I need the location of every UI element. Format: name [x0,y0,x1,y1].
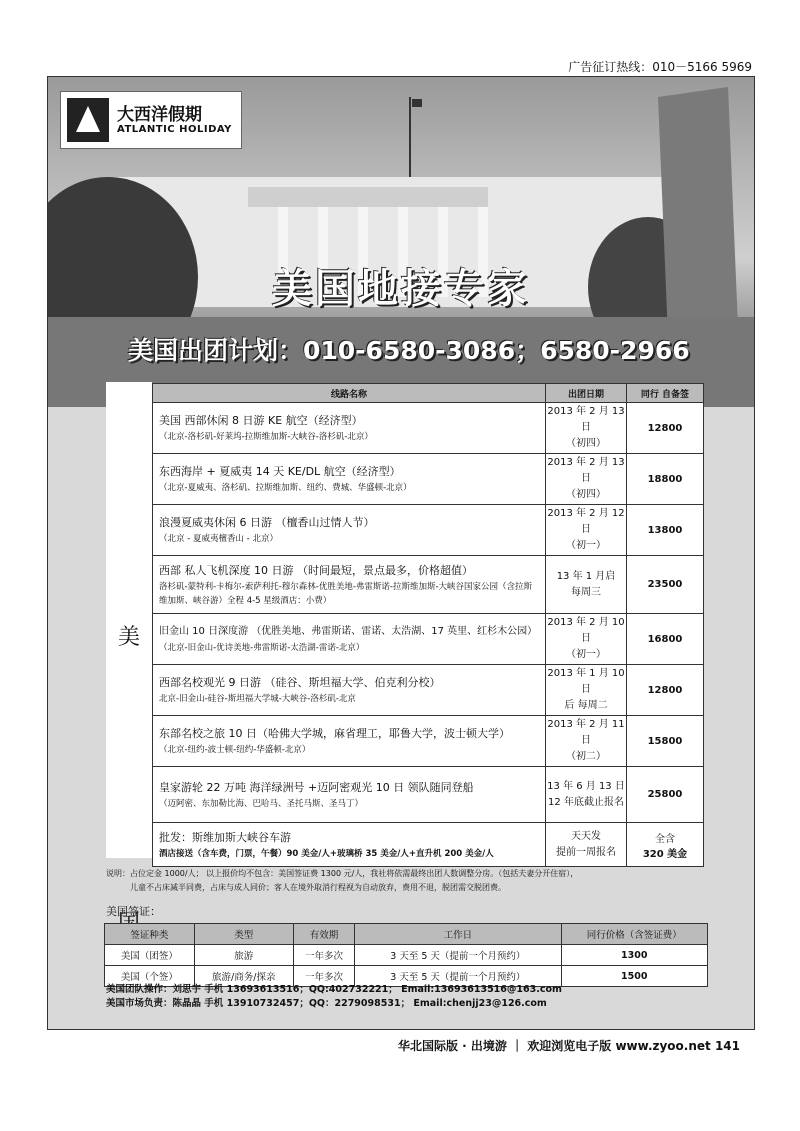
visa-price: 1300 [561,945,707,966]
visa-validity: 一年多次 [293,966,354,987]
plan-phone: 美国出团计划：010-6580-3086；6580-2966 [128,336,690,365]
contacts [106,983,562,1011]
route-price: 18800 [627,454,704,505]
route-date-note: 后 每周二 [564,700,608,711]
table-row [153,767,704,823]
visa-col-type: 类型 [194,924,293,945]
route-price: 全含 [655,833,675,845]
route-date: 13 年 1 月启 [556,570,616,582]
table-row [153,614,704,665]
route-detail: （迈阿密、东加勒比海、巴哈马、圣托马斯、圣马丁） [159,798,364,809]
route-price: 15800 [627,716,704,767]
contact-line: 美国团队操作：刘思宇 手机 13693613516；QQ:402732221； Email:13693613516@163.com [106,984,562,995]
table-row [153,665,704,716]
table-row [153,556,704,614]
route-name: 西部名校观光 9 日游 （硅谷、斯坦福大学、伯克利分校） [159,676,441,689]
visa-kind: 美国（团签） [105,945,195,966]
routes-header [153,384,704,403]
col-date: 出团日期 [546,384,627,403]
route-price-2: 320 美金 [642,848,688,860]
route-price: 16800 [627,614,704,665]
route-date-note: （初四） [566,489,606,500]
visa-type: 旅游/商务/探亲 [194,966,293,987]
table-row [105,945,708,966]
logo-cn: 大西洋假期 [117,105,202,125]
logo-en: ATLANTIC HOLIDAY [117,124,232,135]
route-detail: 洛杉矶-蒙特利-卡梅尔-索萨利托-穆尔森林-优胜美地-弗雷斯诺-拉斯维加斯-大峡谷国家公园（含拉斯维加斯、峡谷游）全程 4-5 星级酒店：小费） [159,581,533,606]
visa-col-validity: 有效期 [293,924,354,945]
route-name: 皇家游轮 22 万吨 海洋绿洲号 +迈阿密观光 10 日 领队随同登船 [159,780,474,794]
logo-a-icon [67,98,109,142]
headline: 美国地接专家 [272,266,530,312]
visa-title: 美国签证： [106,905,161,918]
region-label [106,382,152,858]
route-date: 2013 年 2 月 10 日 [547,617,625,644]
route-date-note: （初一） [566,540,606,551]
route-detail: 酒店接送（含车费，门票，午餐）90 美金/人+玻璃桥 35 美金/人+直升机 200 美金/人 [159,848,494,859]
routes-table [152,383,704,867]
visa-type: 旅游 [194,945,293,966]
contact-line: 美国市场负责：陈晶晶 手机 13910732457；QQ：2279098531； Email:chenjj23@126.com [106,998,547,1009]
route-date-note: （初一） [566,649,606,660]
route-date: 2013 年 1 月 10 日 [547,668,625,695]
route-price: 25800 [627,767,704,823]
table-row [153,823,704,867]
visa-kind: 美国（个签） [105,966,195,987]
route-name: 西部 私人飞机深度 10 日游 （时间最短，景点最多，价格超值） [159,563,473,577]
notes [106,867,746,895]
table-row [153,403,704,454]
page-footer: 华北国际版 · 出境游 ｜ 欢迎浏览电子版 www.zyoo.net 141 [398,1039,740,1053]
route-date: 2013 年 2 月 11 日 [547,719,625,746]
table-row [153,454,704,505]
atlantic-holiday-logo [60,91,242,149]
ad-frame [47,76,755,1030]
route-name: 批发：斯维加斯大峡谷车游 [159,830,291,844]
route-date-note: （初四） [566,438,606,449]
route-detail: （北京-旧金山-优诗美地-弗雷斯诺-太浩湖-雷诺-北京） [159,643,365,653]
visa-validity: 一年多次 [293,945,354,966]
route-price: 12800 [627,403,704,454]
route-detail: （北京-洛杉矶-好莱坞-拉斯维加斯-大峡谷-洛杉矶-北京） [159,432,373,442]
col-price: 同行 自备签 [627,384,704,403]
route-detail: （北京 - 夏威夷檀香山 - 北京） [159,534,278,544]
note-line: 说明：占位定金 1000/人； 以上报价均不包含：美国签证费 1300 元/人，我社将依需最终出团人数调整分房。（包括夫妻分开住宿）， [106,869,579,878]
visa-col-kind: 签证种类 [105,924,195,945]
route-name: 东西海岸 + 夏威夷 14 天 KE/DL 航空（经济型） [159,465,401,478]
visa-table [104,923,708,987]
route-date: 天天发 [571,830,601,842]
route-date-note: （初二） [566,751,606,762]
route-date-note: 每周三 [571,586,601,598]
banner-image [48,77,754,407]
ad-hotline: 广告征订热线：010－5166 5969 [568,60,752,74]
visa-col-price: 同行价格（含签证费） [561,924,707,945]
table-row [153,505,704,556]
note-line: 儿童不占床减半同费，占床与成人同价；客人在境外取消行程视为自动放弃，费用不退，脱团需交脱团费。 [130,883,506,892]
route-date-note: 提前一周报名 [556,846,616,858]
col-route: 线路名称 [153,384,546,403]
route-price: 23500 [627,556,704,614]
route-price: 12800 [627,665,704,716]
visa-days: 3 天至 5 天（提前一个月预约） [355,945,561,966]
region-char-1: 美 [117,625,140,650]
route-date: 2013 年 2 月 12 日 [547,508,625,535]
route-date: 2013 年 2 月 13 日 [547,457,625,484]
table-row [153,716,704,767]
route-date: 2013 年 2 月 13 日 [547,406,625,433]
route-price: 13800 [627,505,704,556]
route-date: 13 年 6 月 13 日 [547,780,625,792]
route-name: 浪漫夏威夷休闲 6 日游 （檀香山过情人节） [159,516,375,529]
visa-price: 1500 [561,966,707,987]
route-date-note: 12 年底截止报名 [548,796,624,808]
route-detail: （北京-夏威夷、洛杉矶、拉斯维加斯、纽约、费城、华盛顿-北京） [159,483,412,493]
route-name: 东部名校之旅 10 日（哈佛大学城，麻省理工，耶鲁大学，波士顿大学） [159,727,510,740]
route-name: 旧金山 10 日深度游 （优胜美地、弗雷斯诺、雷诺、太浩湖、17 英里、红杉木公园） [159,626,538,637]
visa-days: 3 天至 5 天（提前一个月预约） [355,966,561,987]
route-detail: 北京-旧金山-硅谷-斯坦福大学城-大峡谷-洛杉矶-北京 [159,694,356,704]
route-name: 美国 西部休闲 8 日游 KE 航空（经济型） [159,414,363,427]
route-detail: （北京-纽约-波士顿-纽约-华盛顿-北京） [159,745,311,755]
visa-header [105,924,708,945]
visa-col-days: 工作日 [355,924,561,945]
